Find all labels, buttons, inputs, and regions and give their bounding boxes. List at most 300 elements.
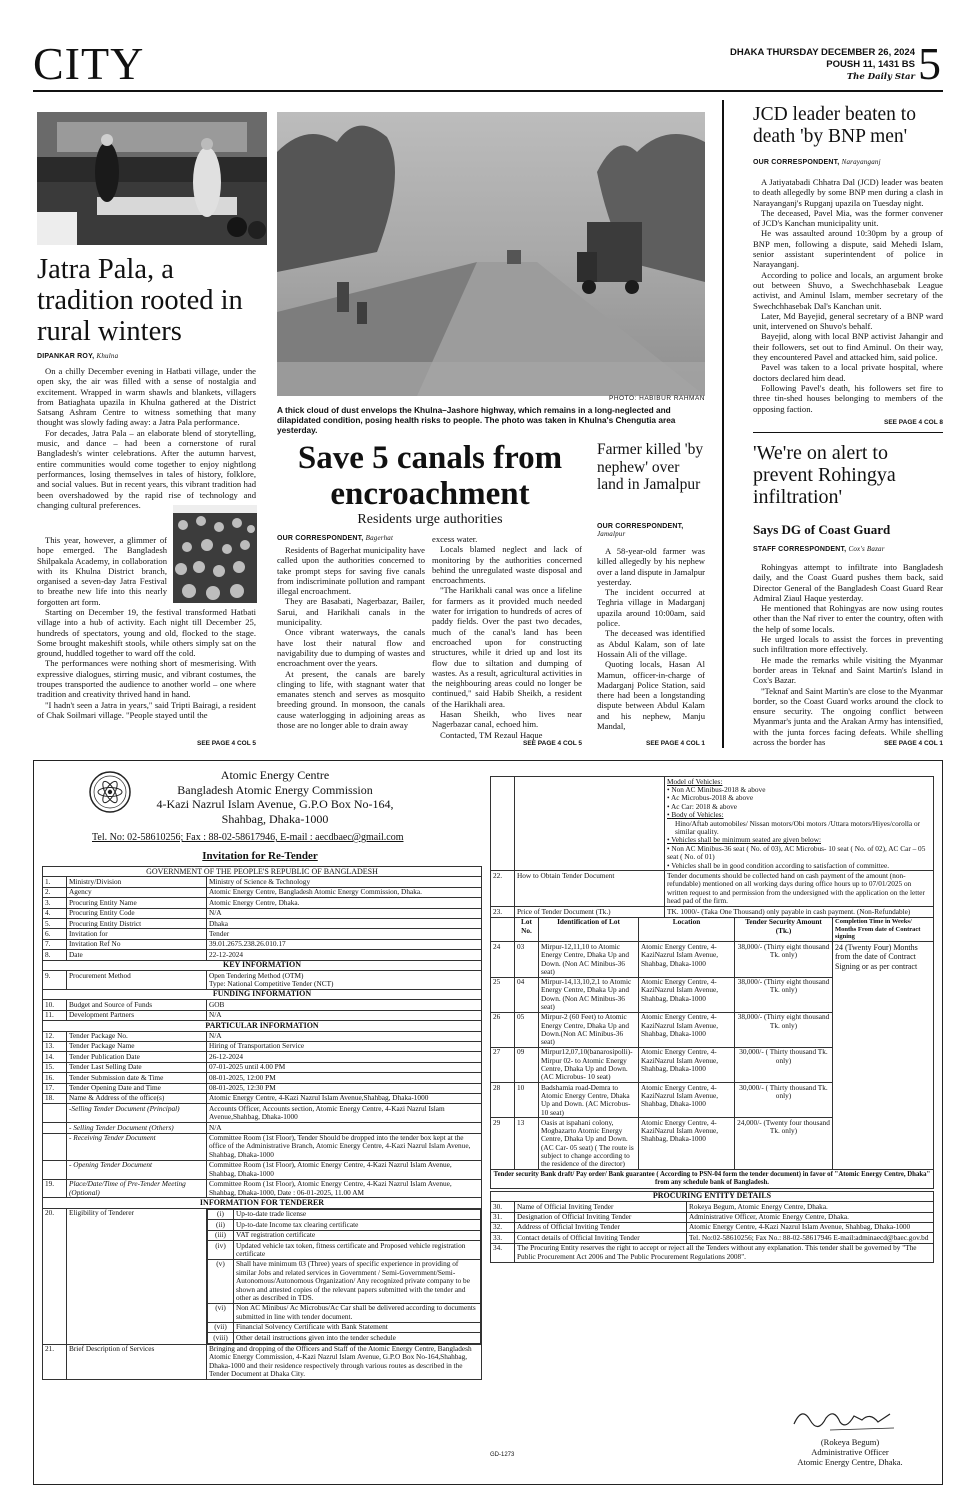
photo-caption: A thick cloud of dust envelops the Khulna–Jashore highway, which remains in a long-neglected and dilapidated condition, posing health risks to people. The photo was taken in Khulna's Chengutia area yesterday. (277, 405, 676, 435)
row-label: Tender Package Name (67, 1041, 207, 1051)
table-row (43, 1123, 482, 1133)
address-line: 4-Kazi Nazrul Islam Avenue, G.P.O Box No-164, (156, 797, 394, 811)
ad-contact[interactable]: Tel. No: 02-58610256; Fax : 88-02-58617946, E-mail : aecdbaec@gmail.com (92, 832, 404, 843)
lot-ident-header: Identification of Lot (539, 917, 639, 942)
lot-security: 30,000/- ( Thirty thousand Tk. only) (735, 1083, 833, 1118)
row-no: 13. (43, 1041, 67, 1051)
table-row (43, 1062, 482, 1072)
canals-author: OUR CORRESPONDENT, (277, 535, 364, 542)
row-value: 22-12-2024 (207, 950, 482, 960)
lot-ident: Mirpur-12,11,10 to Atomic Energy Centre, Dhaka Up and Down. (Non AC Minibus-36 seat) (539, 942, 639, 977)
table-row (491, 871, 934, 907)
signatory-name: (Rokeya Begum) (820, 1437, 880, 1447)
signatory-org: Atomic Energy Centre, Dhaka. (797, 1457, 903, 1467)
crowd-image (173, 505, 257, 603)
row-value: Bringing and dropping of the Officers and Staff of the Atomic Energy Centre, Bangladesh Atomic Energy Commission, 4-Kazi Nazrul Islam Avenue, G.P.O Box No-164,Shahbag, Dhaka-1000 and their residence respectively through various routes as described in the Tender Document at Dhaka City. (207, 1344, 482, 1380)
table-row (43, 1160, 482, 1179)
row-label: Budget and Source of Funds (67, 1000, 207, 1010)
tender-table-b (490, 776, 934, 918)
rohingya-headline: 'We're on alert to prevent Rohingya infiltration' (753, 442, 896, 508)
proc-header: PROCURING ENTITY DETAILS (491, 1191, 934, 1201)
jatra-place: Khulna (96, 352, 119, 360)
jatra-para: On a chilly December evening in Hatbati village, under the open sky, the air was filled with a sense of nostalgia and excitement. Wrapped in warm shawls and blankets, villagers from Batiaghata upazila in Khulna gathered at the District Satsang Ashram Centre to witness something that many thought was slowly fading away: a Jatra Pala performance. (37, 366, 256, 428)
column-rule (722, 100, 724, 748)
key-info-header: KEY INFORMATION (43, 960, 482, 970)
govt-header: GOVERNMENT OF THE PEOPLE'S REPUBLIC OF BANGLADESH (43, 867, 482, 877)
row-label: Tender Submission date & Time (67, 1073, 207, 1083)
rohingya-subhead: Says DG of Coast Guard (753, 522, 891, 537)
farmer-para: Quoting locals, Hasan Al Mamun, officer-in-charge of Madarganj Police Station, said there had been a longstanding dispute between Abdul Kalam and his nephew, Manju Mandal, (597, 659, 705, 732)
lot-no: 10 (515, 1083, 539, 1118)
table-row (43, 908, 482, 918)
rohingya-para: He urged locals to assist the forces in preventing such infiltration more effectively. (753, 634, 943, 655)
commission-name: Bangladesh Atomic Energy Commission (177, 782, 373, 797)
lot-security-header: Tender Security Amount (Tk.) (735, 917, 833, 942)
row-no: 9. (43, 971, 67, 990)
row-no: 6. (43, 929, 67, 939)
elig-no: (viii) (208, 1333, 234, 1343)
row-label: Development Partners (67, 1010, 207, 1020)
lot-row-no: 29 (491, 1118, 515, 1170)
lot-ident: Mirpur-2 (60 Feet) to Atomic Energy Centre, Dhaka Up and Down.(Non AC Minibus-36 seat) (539, 1012, 639, 1047)
table-section-row (43, 960, 482, 970)
table-row (491, 907, 934, 917)
row-value: The Procuring Entity reserves the right to accept or reject all the Tenders without any explanation. This tender shall be governed by "The Public Procurement Act 2006 and The Public Procurement Regulations 2008". (515, 1243, 934, 1262)
security-note-row (491, 1170, 934, 1189)
jcd-headline: JCD leader beaten to death 'by BNP men' (753, 104, 916, 147)
funding-header: FUNDING INFORMATION (43, 989, 482, 999)
row-value: Tender documents should be collected hand on cash payment of the amount (non-refundable) mentioned on all working days during office hours up to 07/01/2025 on written request to and permission from the undersigned with the application on the letter head pad of the firm. (665, 871, 934, 907)
model-title: Model of Vehicles: (667, 776, 723, 786)
tender-table-a (42, 866, 482, 1380)
rohingya-byline (753, 545, 885, 553)
row-no: 8. (43, 950, 67, 960)
lot-location: Atomic Energy Centre, 4- KaziNazrul Islam Avenue, Shahbag, Dhaka-1000 (639, 942, 735, 977)
row-value: N/A (207, 1010, 482, 1020)
farmer-para: The incident occurred at Teghria village in Madarganj upazila around 10:00am, said police. (597, 587, 705, 629)
eligibility-table (207, 1209, 481, 1344)
row-label: Procuring Entity Code (67, 908, 207, 918)
row-value: TK. 1000/- (Taka One Thousand) only payable in cash payment. (Non-Refundable) (665, 907, 934, 917)
jcd-para: A Jatiyatabadi Chhatra Dal (JCD) leader was beaten to death allegedly by some BNP men during a clash in Narayanganj's Rupganj upazila on Tuesday night. (753, 177, 943, 208)
jcd-para: According to police and locals, an argument broke out between Shuvo, a Swechchhasebak League activist, and Aminul Islam, member secretary of the Swechchhasebak Dal's Kanchan unit. (753, 269, 943, 311)
canals-para: Residents of Bagerhat municipality have called upon the authorities concerned to take prompt steps for saving five canals from indiscriminate pollution and rampant illegal encroachment. (277, 545, 425, 597)
baec-logo (88, 770, 132, 814)
jatra-para: For decades, Jatra Pala – an elaborate blend of storytelling, music, and dance – had been a cornerstone of rural Bangladesh's winter celebrations. After the autumn harvest, entire communities would come together to enjoy nightlong performances, losing themselves in tales of history, folklore, and social values. But in recent years, this vibrant tradition had been overshadowed by the rapid rise of technology and changing cultural preferences. (37, 427, 256, 510)
lot-ident: Badshamia road-Demra to Atomic Energy Centre, Dhaka Up and Down. (AC Microbus- 10 seat) (539, 1083, 639, 1118)
row-no: 7. (43, 939, 67, 949)
jatra-crowd-photo (173, 505, 257, 603)
row-value: Hiring of Transportation Service (207, 1041, 482, 1051)
row-no: 4. (43, 908, 67, 918)
lot-security: 38,000/- (Thirty eight thousand Tk. only) (735, 942, 833, 977)
elig-text: VAT registration certificate (234, 1230, 481, 1240)
jcd-para: He was assaulted around 10:30pm by a group of BNP men, following a dispute, said Mehedi Islam, senior assistant superintendent of police in Narayanganj. (753, 228, 943, 270)
elig-text: Non AC Minibus/ Ac Microbus/Ac Car shall be delivered according to documents submitted in line with tender document. (234, 1303, 481, 1322)
elig-no: (vi) (208, 1303, 234, 1322)
model-item: • Ac Car: 2018 & above (667, 801, 738, 811)
lot-security: 38,000/- (Thirty eight thousand Tk. only) (735, 977, 833, 1012)
row-label: How to Obtain Tender Document (515, 871, 665, 907)
table-row (491, 1233, 934, 1243)
farmer-para: The deceased was identified as Abdul Kalam, son of late Hossain Ali of the village. (597, 628, 705, 659)
table-row (43, 929, 482, 939)
canals-see-page[interactable]: SEE PAGE 4 COL 5 (522, 740, 582, 747)
row-value: N/A (207, 908, 482, 918)
farmer-place: Jamalpur (597, 530, 626, 538)
table-row (43, 1010, 482, 1020)
row-label: Eligibility of Tenderer (67, 1208, 207, 1344)
lot-no: 04 (515, 977, 539, 1012)
table-row (43, 887, 482, 897)
masthead-rule (33, 90, 943, 92)
row-value: Atomic Energy Centre, 4-Kazi Nazrul Islam Avenue,Shahbag, Dhaka-1000 (207, 1093, 482, 1103)
lot-row-no: 25 (491, 977, 515, 1012)
rohingya-para: Rohingyas attempt to infiltrate into Bangladesh daily, and the Coast Guard pushes them back, said Director General of the Bangladesh Coast Guard Rear Admiral Ziaul Haque yesterday. (753, 562, 943, 603)
row-label: Ministry/Division (67, 877, 207, 887)
table-row (43, 1104, 482, 1123)
table-section-row (43, 989, 482, 999)
lot-no: 09 (515, 1047, 539, 1082)
photo-credit: PHOTO: HABIBUR RAHMAN (609, 395, 705, 402)
elig-text: Shall have minimum 03 (Three) years of specific experience in providing of similar Jobs and related services in Government / Semi-Government/Semi-Autonomous/Autonomous Organization/ Any recognized private company to be shown and attested copies of the relevant papers submitted with the tender and other as described in TDS. (234, 1259, 481, 1303)
lot-security: 24,000/- (Twenty four thousand Tk. only) (735, 1118, 833, 1170)
row-label: - Receiving Tender Document (67, 1133, 207, 1160)
lot-security: 30,000/- ( Thirty thousand Tk. only) (735, 1047, 833, 1082)
farmer-author: OUR CORRESPONDENT, (597, 523, 684, 530)
seat-item: • Non AC Minibus-36 seat ( No. of 03), AC Microbus- 10 seat ( No. of 02), AC Car – 05 seat ( No. of 01) (667, 843, 926, 862)
jatra-byline (37, 352, 118, 360)
table-row (43, 1052, 482, 1062)
lot-completion-header: Completion Time in Weeks/ Months From date of Contract signing (833, 917, 934, 942)
jatra-headline: Jatra Pala, a tradition rooted in rural winters (37, 254, 243, 347)
lot-no: 05 (515, 1012, 539, 1047)
lot-location: Atomic Energy Centre, 4- KaziNazrul Islam Avenue, Shahbag, Dhaka-1000 (639, 1047, 735, 1082)
table-section-row (491, 1191, 934, 1201)
jatra-body (37, 366, 256, 510)
lot-location: Atomic Energy Centre, 4- KaziNazrul Islam Avenue, Shahbag, Dhaka-1000 (639, 1083, 735, 1118)
lot-row (491, 942, 934, 977)
eligibility-row (208, 1322, 481, 1332)
row-no (491, 777, 515, 871)
jatra-stage-image (37, 112, 267, 245)
elig-text: Updated vehicle tax token, fitness certificate and Proposed vehicle registration certificate (234, 1241, 481, 1260)
seats-title-text: Vehicles shall be minimum seated are given below: (671, 835, 821, 845)
jcd-author: OUR CORRESPONDENT, (753, 159, 840, 166)
eligibility-row (208, 1333, 481, 1343)
lot-no: 13 (515, 1118, 539, 1170)
jatra-para: Starting on December 19, the festival transformed Hatbati village into a hub of activity. Each night till December 25, hundreds of spectators, young and old, flocked to the stage. Some brought makeshift stools, while others simply sat on the ground, huddled together to ward off the cold. (37, 607, 256, 659)
row-no: 17. (43, 1083, 67, 1093)
row-value: Accounts Officer, Accounts section, Atomic Energy Centre, 4-Kazi Nazrul Islam Avenue,Shahbag, Dhaka-1000 (207, 1104, 482, 1123)
method-line: Open Tendering Method (OTM) (209, 970, 304, 980)
canals-headline: Save 5 canals from encroachment (297, 440, 563, 512)
rohingya-author: STAFF CORRESPONDENT, (753, 546, 847, 553)
jatra-stage-photo (37, 112, 267, 245)
row-label: Name & Address of the office(s) (67, 1093, 207, 1103)
security-note: Tender security Bank draft/ Pay order/ Bank guarantee ( According to PSN-04 form the tender document) in favor of "Atomic Energy Centre, Dhaka" from any schedule bank of Bangladesh. (491, 1170, 934, 1189)
eligibility-row (208, 1259, 481, 1303)
bangla-date: POUSH 11, 1431 BS (826, 59, 915, 70)
canals-place: Bagerhat (365, 534, 394, 542)
seat-text: Vehicles shall be in good condition according to satisfaction of committee. (671, 860, 890, 870)
signature (790, 1402, 900, 1436)
row-value: N/A (207, 1123, 482, 1133)
table-row (43, 1344, 482, 1380)
elig-text: Up-to-date Income tax clearing certificate (234, 1220, 481, 1230)
table-row (43, 1073, 482, 1083)
farmer-headline: Farmer killed 'by nephew' over land in Jamalpur (597, 441, 704, 493)
row-value: 08-01-2025, 12:00 PM (207, 1073, 482, 1083)
row-value: Dhaka (207, 919, 482, 929)
canals-byline (277, 534, 393, 542)
row-label: Procuring Entity District (67, 919, 207, 929)
model-item: • Non AC Minibus-2018 & above (667, 784, 766, 794)
table-row (491, 1202, 934, 1212)
elig-no: (v) (208, 1259, 234, 1303)
org-name: Atomic Energy Centre (220, 768, 330, 782)
jcd-para: The deceased, Pavel Mia, was the former convener of JCD's Kanchan municipality unit. (753, 207, 943, 229)
elig-no: (iii) (208, 1230, 234, 1240)
tender-left-table (42, 866, 482, 1380)
seat-text: Non AC Minibus-36 seat ( No. of 03), AC Microbus- 10 seat ( No. of 02), AC Car – 05 seat ( No. of 01) (667, 843, 926, 862)
lots-header-row (491, 917, 934, 942)
row-no: 1. (43, 877, 67, 887)
jcd-divider (753, 432, 943, 433)
row-no: 19. (43, 1179, 67, 1198)
farmer-see-page[interactable]: SEE PAGE 4 COL 1 (645, 740, 705, 747)
canals-para: Once vibrant waterways, the canals have lost their natural flow and navigability due to dumping of wastes and encroachment over the years. (277, 627, 425, 669)
row-no: 30. (491, 1202, 515, 1212)
jcd-para: Later, Md Bayejid, general secretary of a BNP ward unit, intervened on Shuvo's behalf. (753, 310, 943, 332)
lot-ident: Mirpur-14,13,10,2,1 to Atomic Energy Centre, Dhaka Up and Down. (Non AC Minibus-36 seat) (539, 977, 639, 1012)
row-label: Designation of Official Inviting Tender (515, 1212, 687, 1222)
canals-para: They are Basabati, Nagerbazar, Bailer, Sarui, and Harikhali canals in the municipality. (277, 596, 425, 628)
page-number: 5 (918, 38, 941, 89)
eligibility-row (208, 1241, 481, 1260)
row-label: Tender Last Selling Date (67, 1062, 207, 1072)
row-value: GOB (207, 1000, 482, 1010)
table-section-row (43, 1021, 482, 1031)
row-value: 26-12-2024 (207, 1052, 482, 1062)
gd-number: GD-1273 (490, 1452, 515, 1458)
ad-title: Invitation for Re-Tender (202, 850, 318, 862)
eligibility-row (208, 1209, 481, 1219)
table-row (491, 1222, 934, 1232)
farmer-body (597, 546, 705, 731)
lot-no: 03 (515, 942, 539, 977)
type-line: Type: National Competitive Tender (NCT) (209, 978, 334, 988)
table-row (43, 1133, 482, 1160)
row-no: 23. (491, 907, 515, 917)
lot-location: Atomic Energy Centre, 4- KaziNazrul Islam Avenue, Shahbag, Dhaka-1000 (639, 977, 735, 1012)
rohingya-para: "Teknaf and Saint Martin's are close to the Myanmar border, so the Coast Guard works around the clock to ensure security. The ongoing conflict between Myanmar's junta and the Arakan Army has intensified, with the junta forces facing defeats. While shelling across the border has (753, 685, 943, 748)
row-no: 10. (43, 1000, 67, 1010)
row-label: Name of Official Inviting Tender (515, 1202, 687, 1212)
row-no: 5. (43, 919, 67, 929)
elig-no: (i) (208, 1209, 234, 1219)
signatory (770, 1437, 930, 1467)
jcd-body (753, 177, 943, 414)
canals-para: Hasan Sheikh, who lives near Nagerbazar canal, echoed him. (432, 709, 582, 730)
row-label: Date (67, 950, 207, 960)
row-value: N/A (207, 1031, 482, 1041)
row-label: - Opening Tender Document (67, 1160, 207, 1179)
table-row (43, 1093, 482, 1103)
jcd-para: Following Pavel's death, his followers set fire to three tin-shed houses belonging to members of the opposing faction. (753, 382, 943, 414)
paper-name: The Daily Star (846, 72, 915, 82)
row-no: 3. (43, 898, 67, 908)
table-row (43, 939, 482, 949)
jcd-place: Narayanganj (841, 158, 881, 166)
body-title-text: Body of Vehicles: (671, 810, 724, 820)
row-label: Procuring Entity Name (67, 898, 207, 908)
row-label: Tender Publication Date (67, 1052, 207, 1062)
table-row (43, 1000, 482, 1010)
row-label: Tender Opening Date and Time (67, 1083, 207, 1093)
row-label: Invitation Ref No (67, 939, 207, 949)
row-value: Atomic Energy Centre, Bangladesh Atomic Energy Commission, Dhaka. (207, 887, 482, 897)
table-section-row (43, 1198, 482, 1208)
row-value: Tender (207, 929, 482, 939)
row-value: Atomic Energy Centre, Dhaka. (207, 898, 482, 908)
tender-right-table (490, 776, 934, 1263)
row-value: Tel. No:02-58610256; Fax No.: 88-02-58617946 E-mail:adminaecd@baec.gov.bd (687, 1233, 934, 1243)
row-no: 21. (43, 1344, 67, 1380)
lot-location: Atomic Energy Centre, 4- KaziNazrul Islam Avenue, Shahbag, Dhaka-1000 (639, 1012, 735, 1047)
jatra-author: DIPANKAR ROY, (37, 353, 95, 360)
canals-subhead: Residents urge authorities (357, 512, 503, 527)
row-no (43, 1104, 67, 1123)
jatra-para: This year, however, a glimmer of hope emerged. The Bangladesh Shilpakala Academy, in collaboration with its Khulna District branch, organised a seven-day Jatra Festival to breathe new life into this nearly forgotten art form. (37, 535, 167, 607)
row-no: 18. (43, 1093, 67, 1103)
row-no: 22. (491, 871, 515, 907)
vehicle-models-cell (665, 777, 934, 871)
table-row (43, 877, 482, 887)
canals-para: Locals blamed neglect and lack of monitoring by the authorities concerned behind the unregulated waste disposal and encroachments. (432, 544, 582, 586)
jatra-para: The performances were nothing short of mesmerising. With expressive dialogues, stirring music, and vibrant costumes, the troupes transported the audience to another world – one where tradition and creativity thrived hand in hand. (37, 658, 256, 700)
row-no: 14. (43, 1052, 67, 1062)
row-label: Tender Package No. (67, 1031, 207, 1041)
row-label: Contact details of Official Inviting Tender (515, 1233, 687, 1243)
row-no: 16. (43, 1073, 67, 1083)
lot-location-header: Location (639, 917, 735, 942)
farmer-para: A 58-year-old farmer was killed allegedly by his nephew over a land dispute in Jamalpur yesterday. (597, 546, 705, 587)
row-label: Place/Date/Time of Pre-Tender Meeting (Optional) (67, 1179, 207, 1198)
eligibility-cell (207, 1208, 482, 1344)
jatra-para: "I hadn't seen a Jatra in years," said Tripti Bairagi, a resident of Chak Soilmari village. "People stayed until the (37, 699, 256, 720)
jatra-body-lower (37, 607, 256, 720)
table-row (491, 777, 934, 871)
table-row (43, 1031, 482, 1041)
row-value: Administrative Officer, Atomic Energy Centre, Dhaka. (687, 1212, 934, 1222)
elig-text: Financial Solvency Certificate with Bank Statement (234, 1322, 481, 1332)
row-value: Ministry of Science & Technology (207, 877, 482, 887)
lot-location: Atomic Energy Centre, 4- KaziNazrul Islam Avenue, Shahbag, Dhaka-1000 (639, 1118, 735, 1170)
row-value: 39.01.2675.238.26.010.17 (207, 939, 482, 949)
row-label: Address of Official Inviting Tender (515, 1222, 687, 1232)
canals-col1 (277, 545, 425, 730)
body-text: Hino/Aftab automobiles/ Nissan motors/Obi motors /Uttara motors/Hiyes/corolla or similar quality. (675, 818, 921, 836)
model-text: Ac Car: 2018 & above (670, 801, 738, 811)
address-line: Shahbag, Dhaka-1000 (221, 811, 329, 826)
row-no: 32. (491, 1222, 515, 1232)
model-text: Ac Microbus-2018 & above (670, 793, 754, 803)
elig-no: (vii) (208, 1322, 234, 1332)
canals-para: Contacted, TM Rezaul Haque (440, 729, 543, 740)
jcd-see-page[interactable]: SEE PAGE 4 COL 8 (883, 419, 943, 426)
blank-header (491, 917, 515, 942)
elig-no: (iv) (208, 1241, 234, 1260)
elig-text: Other detail instructions given into the tender schedule (234, 1333, 481, 1343)
lot-security: 38,000/- (Thirty eight thousand Tk. only) (735, 1012, 833, 1047)
atom-logo-icon (88, 770, 132, 814)
row-no: 33. (491, 1233, 515, 1243)
signatory-title: Administrative Officer (811, 1447, 889, 1457)
table-row (43, 971, 482, 990)
table-row (43, 1208, 482, 1344)
eligibility-row (208, 1220, 481, 1230)
table-section-row (43, 867, 482, 877)
lot-row-no: 26 (491, 1012, 515, 1047)
row-value: Committee Room (1st Floor), Atomic Energy Centre, 4-Kazi Nazrul Islam Avenue, Shahbag, Dhaka-1000 (207, 1160, 482, 1179)
model-text: Non AC Minibus-2018 & above (671, 784, 766, 794)
dateline (690, 47, 915, 83)
row-label: Invitation for (67, 929, 207, 939)
row-label: - Selling Tender Document (Others) (67, 1123, 207, 1133)
row-no: 34. (491, 1243, 515, 1262)
table-row (43, 1083, 482, 1093)
row-no: 2. (43, 887, 67, 897)
row-value: 07-01-2025 until 4.00 PM (207, 1062, 482, 1072)
canals-para: "The Harikhali canal was once a lifeline for farmers as it provided much needed water for irrigation to hundreds of acres of paddy fields. Over the past two decades, much of the canal's land has been encroached upon for constructing structures, while it dried up and lost its flow due to siltation and dumping of wastes. As a result, agricultural activities in the neighbouring areas could no longer be continued," said Habib Sheikh, a resident of the Harikhali area. (432, 585, 582, 709)
rohingya-para: He made the remarks while visiting the Myanmar border areas in Teknaf and Saint Martin's Island in Cox's Bazar. (753, 654, 943, 686)
lot-ident: Mirpur12,07,10(banarosipolli)- Mirpur 02- to Atomic Energy Centre, Dhaka Up and Down. (AC Microbus- 10 seat) (539, 1047, 639, 1082)
canals-para: At present, the canals are barely clinging to life, with stagnant water that emanates stench and serves as mosquito breeding ground. In monsoon, the canals cause waterlogging in adjoining areas as those are no longer able to drain away (277, 668, 425, 731)
eligibility-row (208, 1230, 481, 1240)
particular-header: PARTICULAR INFORMATION (43, 1021, 482, 1031)
elig-text: Up-to-date trade license (234, 1209, 481, 1219)
jcd-para: Bayejid, along with local BNP activist Jahangir and their followers, set out to find Aminul. On their way, they encountered Pavel and attacked him, said police. (753, 331, 943, 363)
farmer-byline (597, 523, 705, 538)
lots-table (490, 917, 934, 1189)
canals-para: excess water. (432, 534, 478, 544)
jcd-byline (753, 158, 881, 166)
table-row (491, 1243, 934, 1262)
row-value: 08-01-2025, 12:30 PM (207, 1083, 482, 1093)
row-value: Atomic Energy Centre, 4-Kazi Nazrul Islam Avenue, Shahbag, Dhaka-1000 (687, 1222, 934, 1232)
row-label: Procurement Method (67, 971, 207, 990)
row-value: Committee Room (1st Floor), Atomic Energy Centre, 4-Kazi Nazrul Islam Avenue, Shahbag, Dhaka-1000, Date : 06-01-2025, 11.00 AM (207, 1179, 482, 1198)
rohingya-see-page[interactable]: SEE PAGE 4 COL 1 (883, 740, 943, 747)
lot-row-no: 28 (491, 1083, 515, 1118)
table-row (43, 898, 482, 908)
jatra-body-wrap (37, 535, 167, 607)
rohingya-place: Cox's Bazar (848, 545, 885, 553)
jatra-see-page[interactable]: SEE PAGE 4 COL 5 (196, 740, 256, 747)
row-no (43, 1160, 67, 1179)
rohingya-para: He mentioned that Rohingyas are now using routes other than the Naf river to enter the country, often with the help of some locals. (753, 603, 943, 634)
row-no: 12. (43, 1031, 67, 1041)
row-label: Agency (67, 887, 207, 897)
row-value: Committee Room (1st Floor), Tender Should be dropped into the tender box kept at the office of the Administrative Branch, Atomic Energy Centre, 4-Kazi Nazrul Islam Avenue, Shahbag, Dhaka-1000 (207, 1133, 482, 1160)
table-row (491, 1212, 934, 1222)
lot-ident: Oasis at ispahani colony, Mogbazarto Atomic Energy Centre, Dhaka Up and Down.(AC Car- 05 seat) ( The route is subject to change according to the residence of the director) (539, 1118, 639, 1170)
row-no: 15. (43, 1062, 67, 1072)
canals-col2 (432, 534, 582, 740)
model-item: • Ac Microbus-2018 & above (667, 793, 754, 803)
eligibility-row (208, 1303, 481, 1322)
